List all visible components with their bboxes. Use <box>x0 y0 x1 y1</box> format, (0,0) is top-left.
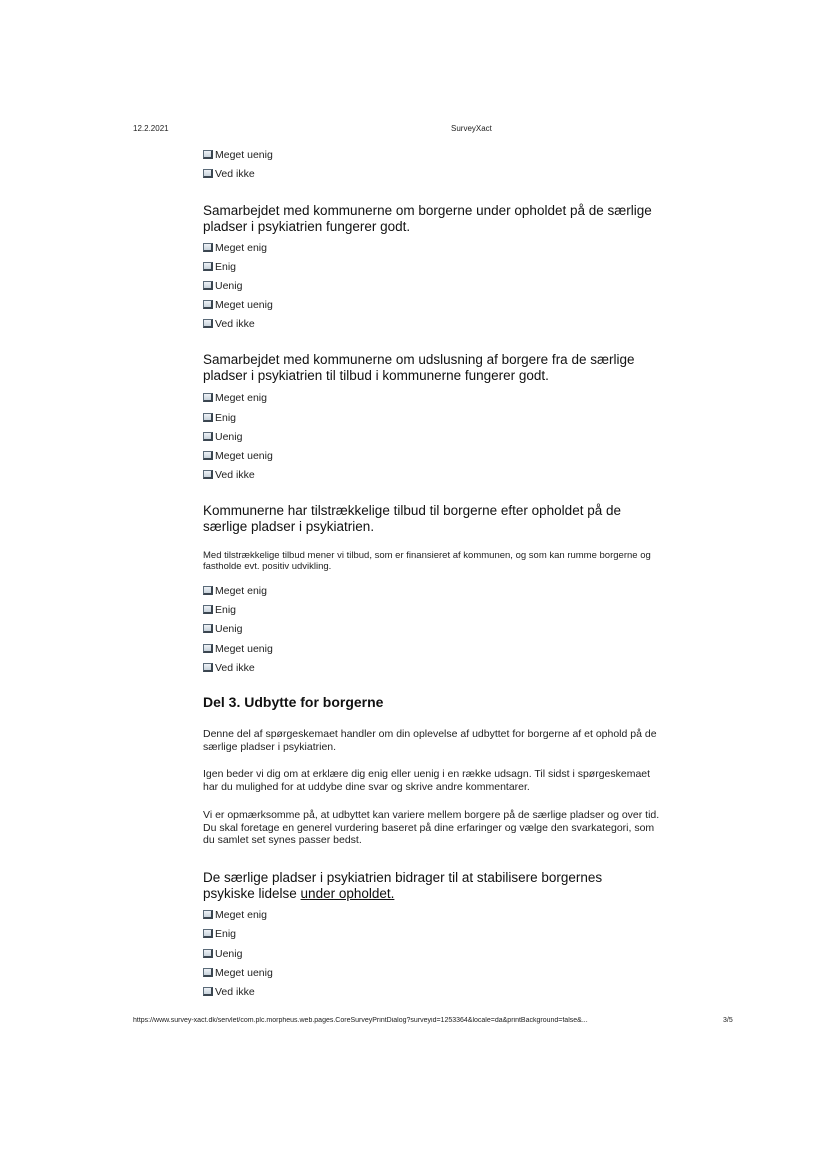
q3-option-uenig[interactable]: Uenig <box>203 619 242 635</box>
checkbox-icon[interactable] <box>203 319 213 328</box>
q2-option-uenig[interactable]: Uenig <box>203 427 242 443</box>
checkbox-icon[interactable] <box>203 169 213 178</box>
option-meget-uenig[interactable]: Meget uenig <box>203 145 273 161</box>
option-ved-ikke[interactable]: Ved ikke <box>203 164 255 180</box>
q1-option-meget-enig[interactable]: Meget enig <box>203 238 267 254</box>
checkbox-icon[interactable] <box>203 393 213 402</box>
print-app-title: SurveyXact <box>451 124 492 133</box>
q3-option-enig[interactable]: Enig <box>203 600 236 616</box>
checkbox-icon[interactable] <box>203 150 213 159</box>
checkbox-icon[interactable] <box>203 262 213 271</box>
q1-option-uenig[interactable]: Uenig <box>203 276 242 292</box>
question-3-help: Med tilstrækkelige tilbud mener vi tilbud, som er finansieret af kommunen, og som kan rumme borgerne og fastholde evt. positiv udvikling. <box>203 550 651 572</box>
q3-option-meget-enig[interactable]: Meget enig <box>203 581 267 597</box>
checkbox-icon[interactable] <box>203 586 213 595</box>
print-url: https://www.survey-xact.dk/servlet/com.plc.morpheus.web.pages.CoreSurveyPrintDialog?surveyid=1253364&locale=da&printBackground=false&... <box>133 1017 588 1024</box>
checkbox-icon[interactable] <box>203 281 213 290</box>
q2-option-enig[interactable]: Enig <box>203 408 236 424</box>
checkbox-icon[interactable] <box>203 929 213 938</box>
q2-option-meget-enig[interactable]: Meget enig <box>203 388 267 404</box>
q3-option-ved-ikke[interactable]: Ved ikke <box>203 658 255 674</box>
q4-option-enig[interactable]: Enig <box>203 924 236 940</box>
question-4-text: De særlige pladser i psykiatrien bidrager til at stabilisere borgernes psykiske lidelse under opholdet. <box>203 870 603 901</box>
checkbox-icon[interactable] <box>203 987 213 996</box>
q4-option-meget-enig[interactable]: Meget enig <box>203 905 267 921</box>
checkbox-icon[interactable] <box>203 968 213 977</box>
checkbox-icon[interactable] <box>203 624 213 633</box>
checkbox-icon[interactable] <box>203 910 213 919</box>
q2-option-meget-uenig[interactable]: Meget uenig <box>203 446 273 462</box>
q4-option-uenig[interactable]: Uenig <box>203 944 242 960</box>
question-4-emphasis: under opholdet. <box>300 886 395 901</box>
checkbox-icon[interactable] <box>203 243 213 252</box>
print-date: 12.2.2021 <box>133 124 169 133</box>
question-2-text: Samarbejdet med kommunerne om udslusning af borgere fra de særlige pladser i psykiatrien til tilbud i kommunerne fungerer godt. <box>203 352 635 383</box>
section-paragraph-1: Denne del af spørgeskemaet handler om din oplevelse af udbyttet for borgerne af et ophold på de særlige pladser i psykiatrien. <box>203 728 657 753</box>
q1-option-ved-ikke[interactable]: Ved ikke <box>203 314 255 330</box>
checkbox-icon[interactable] <box>203 413 213 422</box>
q1-option-enig[interactable]: Enig <box>203 257 236 273</box>
section-paragraph-2: Igen beder vi dig om at erklære dig enig eller uenig i en række udsagn. Til sidst i spørgeskemaet har du mulighed for at uddybe dine svar og skrive andre kommentarer. <box>203 768 651 793</box>
checkbox-icon[interactable] <box>203 605 213 614</box>
question-1-text: Samarbejdet med kommunerne om borgerne under opholdet på de særlige pladser i psykiatrien fungerer godt. <box>203 203 652 234</box>
section-title: Del 3. Udbytte for borgerne <box>203 694 384 710</box>
checkbox-icon[interactable] <box>203 451 213 460</box>
checkbox-icon[interactable] <box>203 663 213 672</box>
q3-option-meget-uenig[interactable]: Meget uenig <box>203 639 273 655</box>
checkbox-icon[interactable] <box>203 644 213 653</box>
page-number: 3/5 <box>723 1017 733 1024</box>
checkbox-icon[interactable] <box>203 432 213 441</box>
checkbox-icon[interactable] <box>203 300 213 309</box>
checkbox-icon[interactable] <box>203 470 213 479</box>
q2-option-ved-ikke[interactable]: Ved ikke <box>203 465 255 481</box>
q1-option-meget-uenig[interactable]: Meget uenig <box>203 295 273 311</box>
section-paragraph-3: Vi er opmærksomme på, at udbyttet kan variere mellem borgere på de særlige pladser og over tid. Du skal foretage en generel vurdering baseret på dine erfaringer og vælge den svarkategori, som du samlet set synes passer bedst. <box>203 809 660 846</box>
question-3-text: Kommunerne har tilstrækkelige tilbud til borgerne efter opholdet på de særlige pladser i psykiatrien. <box>203 503 621 534</box>
checkbox-icon[interactable] <box>203 949 213 958</box>
q4-option-meget-uenig[interactable]: Meget uenig <box>203 963 273 979</box>
q4-option-ved-ikke[interactable]: Ved ikke <box>203 982 255 998</box>
